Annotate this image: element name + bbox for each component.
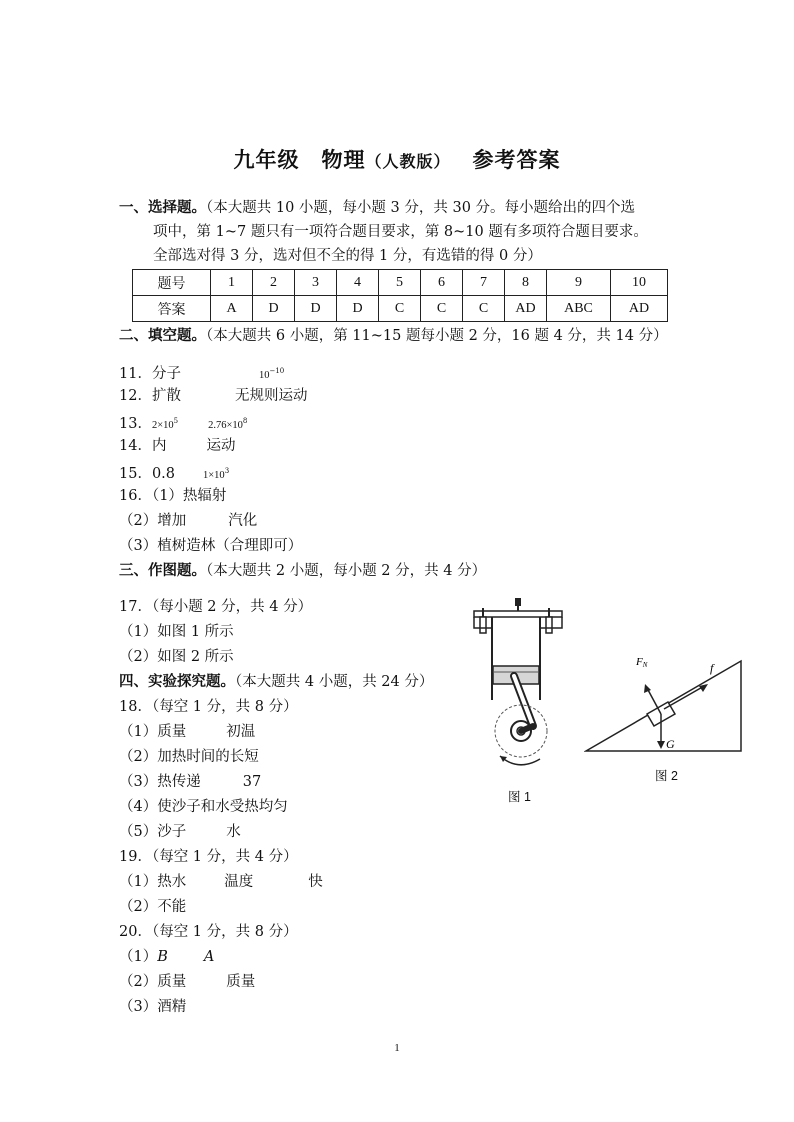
answer-text: （3）热传递	[119, 774, 201, 790]
title-subject: 物理	[321, 147, 366, 172]
section-1-header	[119, 198, 635, 218]
figure-2-caption: 图 2	[655, 769, 678, 783]
page-title	[0, 144, 794, 174]
table-cell: 8	[505, 270, 547, 296]
table-cell: 4	[337, 270, 379, 296]
answer-q20-4: （3）酒精	[119, 999, 187, 1015]
answer-text: （1）	[119, 949, 158, 965]
table-cell: 1	[211, 270, 253, 296]
title-edition: （人教版）	[365, 152, 451, 171]
table-cell: AD	[611, 296, 668, 322]
figure-1-caption: 图 1	[508, 790, 531, 804]
figure-1-engine-diagram	[466, 596, 566, 776]
exponent: 8	[242, 417, 248, 425]
table-cell: 6	[421, 270, 463, 296]
answer-q20-3	[119, 972, 255, 992]
answer-text: 汽化	[228, 513, 258, 529]
table-cell: 7	[463, 270, 505, 296]
answer-text: （5）沙子	[119, 824, 187, 840]
table-cell: C	[463, 296, 505, 322]
intake-valve	[480, 617, 486, 633]
table-cell: AD	[505, 296, 547, 322]
answer-text: 分子	[151, 366, 181, 382]
answer-q11	[119, 361, 284, 386]
label-g: G	[666, 737, 675, 751]
answer-q16-1: 16．（1）热辐射	[119, 488, 227, 504]
section-1-desc-3: 全部选对得 3 分，选对但不全的得 1 分，有选错的得 0 分）	[153, 248, 542, 264]
label-fn: FN	[636, 656, 648, 669]
answer-q17-1: 17．（每小题 2 分，共 4 分）	[119, 599, 313, 615]
answer-q18-1: 18．（每空 1 分，共 8 分）	[119, 699, 298, 715]
table-cell-label: 题号	[133, 270, 211, 296]
answer-text: 质量	[226, 974, 256, 990]
table-cell-label: 答案	[133, 296, 211, 322]
table-cell: D	[337, 296, 379, 322]
table-cell: 5	[379, 270, 421, 296]
exponent: 3	[224, 467, 230, 475]
label-f: f	[710, 661, 714, 675]
answer-q19-3: （2）不能	[119, 899, 187, 915]
table-cell: A	[211, 296, 253, 322]
exponent: −10	[269, 367, 285, 375]
answer-text: B	[157, 949, 168, 965]
answer-q18-4	[119, 772, 261, 792]
table-cell: 10	[611, 270, 668, 296]
figure-2-incline-diagram	[584, 652, 744, 756]
section-2-heading: 二、填空题。	[119, 327, 206, 344]
exponent: 5	[173, 417, 179, 425]
answer-q18-5: （4）使沙子和水受热均匀	[119, 799, 288, 815]
title-answers: 参考答案	[472, 147, 561, 172]
table-cell: C	[421, 296, 463, 322]
table-cell: 3	[295, 270, 337, 296]
answer-text: 温度	[224, 874, 254, 890]
section-1-desc-1: （本大题共 10 小题，每小题 3 分，共 30 分。每小题给出的四个选	[206, 200, 636, 216]
answer-text: 扩散	[151, 388, 181, 404]
section-1-desc-2: 项中，第 1~7 题只有一项符合题目要求，第 8~10 题有多项符合题目要求。	[153, 224, 648, 240]
answer-text: （1）质量	[119, 724, 187, 740]
question-number: 12．	[119, 388, 152, 404]
answer-text: 运动	[206, 438, 236, 454]
section-4-heading: 四、实验探究题。	[119, 673, 235, 690]
answer-q16-3: （3）植树造林（合理即可）	[119, 538, 303, 554]
answer-q17-2: （1）如图 1 所示	[119, 624, 234, 640]
answer-q18-6	[119, 822, 241, 842]
answer-q12	[119, 386, 307, 406]
answer-text: （2）增加	[119, 513, 187, 529]
table-cell: ABC	[547, 296, 611, 322]
answer-text: 37	[242, 774, 262, 790]
table-row-answers	[133, 296, 668, 322]
table-cell: D	[295, 296, 337, 322]
answer-q16-2	[119, 511, 257, 531]
answer-q14	[119, 436, 235, 456]
answer-q19-2	[119, 872, 323, 892]
table-cell: D	[253, 296, 295, 322]
table-cell: C	[379, 296, 421, 322]
section-4-header	[119, 672, 433, 692]
table-cell: 9	[547, 270, 611, 296]
answer-text: 0.8	[151, 466, 176, 482]
section-3-heading: 三、作图题。	[119, 562, 206, 579]
answer-text: 1×10	[203, 470, 225, 481]
answer-text: 水	[226, 824, 241, 840]
section-2-desc: （本大题共 6 小题，第 11~15 题每小题 2 分，16 题 4 分，共 14 分）	[206, 328, 668, 344]
question-number: 14．	[119, 438, 152, 454]
answer-q20-1: 20．（每空 1 分，共 8 分）	[119, 924, 298, 940]
answer-text: 2×10	[151, 420, 174, 431]
section-1-heading: 一、选择题。	[119, 199, 206, 216]
answer-q20-2	[119, 947, 214, 967]
friction-arrow	[664, 685, 706, 709]
answer-text: （2）质量	[119, 974, 187, 990]
answer-text: A	[203, 949, 215, 965]
spark-plug	[515, 598, 521, 606]
answer-q13	[119, 411, 247, 436]
answer-q17-3: （2）如图 2 所示	[119, 649, 234, 665]
answer-text: 无规则运动	[234, 388, 308, 404]
answer-text: 快	[308, 874, 323, 890]
answer-text: 初温	[226, 724, 256, 740]
answer-q18-2	[119, 722, 255, 742]
table-cell: 2	[253, 270, 295, 296]
answer-q19-1: 19．（每空 1 分，共 4 分）	[119, 849, 298, 865]
title-grade: 九年级	[233, 147, 300, 172]
section-2-header	[119, 326, 668, 346]
question-number: 11．	[119, 366, 152, 382]
exhaust-valve	[546, 617, 552, 633]
page-number: 1	[394, 1042, 400, 1054]
answer-q15	[119, 461, 229, 486]
question-number: 15．	[119, 466, 152, 482]
question-number: 13．	[119, 416, 152, 432]
answer-text: （1）热水	[119, 874, 187, 890]
answer-text: 2.76×10	[208, 420, 243, 431]
answer-q18-3: （2）加热时间的长短	[119, 749, 259, 765]
answer-text: 10	[258, 370, 270, 381]
answer-text: 内	[151, 438, 167, 454]
section-3-desc: （本大题共 2 小题，每小题 2 分，共 4 分）	[206, 563, 487, 579]
section-4-desc: （本大题共 4 小题，共 24 分）	[235, 674, 434, 690]
section-3-header	[119, 561, 486, 581]
answer-table	[132, 269, 668, 322]
table-row-numbers	[133, 270, 668, 296]
